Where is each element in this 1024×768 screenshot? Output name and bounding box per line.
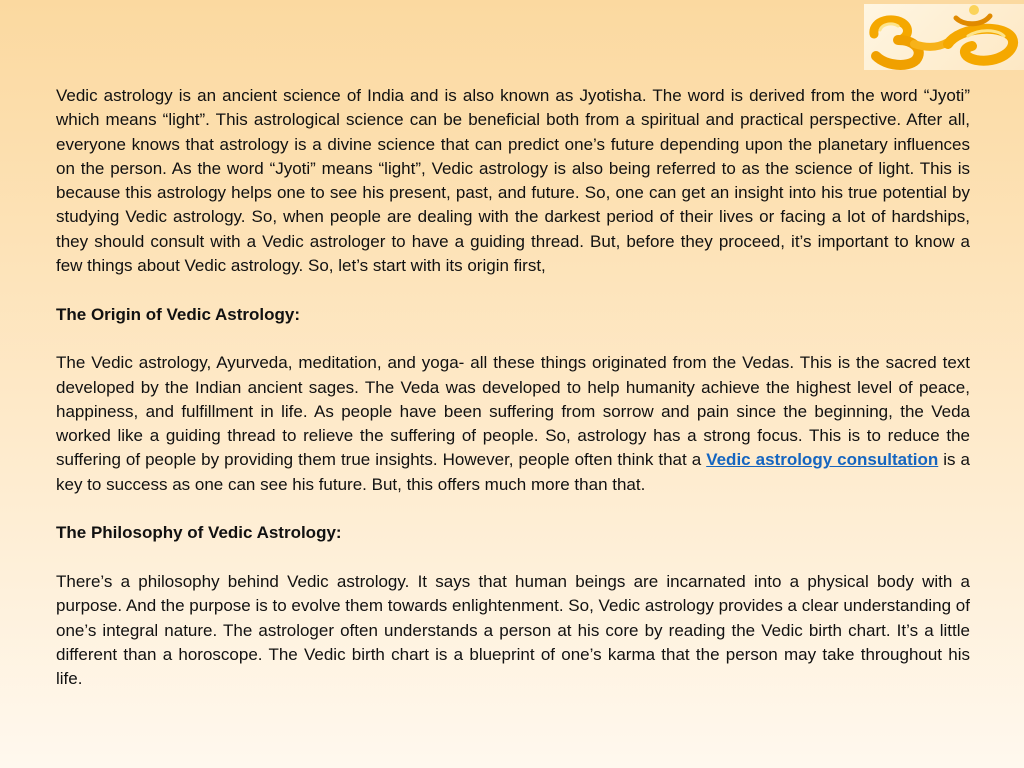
origin-paragraph xyxy=(56,351,970,497)
origin-text-after-link: is a key to success as one can see his future. But, this offers much more than that. xyxy=(56,450,970,494)
origin-text-before-link: The Vedic astrology, Ayurveda, meditation, and yoga- all these things originated from the Vedas. This is the sacred text developed by the Indian ancient sages. The Veda was developed to help humanity achieve the highest level of peace, happiness, and fulfillment in life. As people have been suffering from sorrow and pain since the beginning, the Veda worked like a guiding thread to relieve the suffering of people. So, astrology has a strong focus. This is to reduce the suffering of people by providing them true insights. However, people often think that a xyxy=(56,353,970,470)
paragraph-gap xyxy=(56,278,970,302)
philosophy-heading: The Philosophy of Vedic Astrology: xyxy=(56,523,342,543)
paragraph-gap xyxy=(56,327,970,351)
vedic-consultation-link[interactable]: Vedic astrology consultation xyxy=(706,450,939,470)
philosophy-paragraph: There’s a philosophy behind Vedic astrology. It says that human beings are incarnated into a physical body with a purpose. And the purpose is to evolve them towards enlightenment. So, Vedic astrology provides a clear understanding of one’s integral nature. The astrologer often understands a person at his core by reading the Vedic birth chart. It’s a little different than a horoscope. The Vedic birth chart is a blueprint of one’s karma that the person may take throughout his life. xyxy=(56,571,970,689)
om-logo xyxy=(864,4,1024,70)
origin-heading: The Origin of Vedic Astrology: xyxy=(56,304,301,324)
paragraph-gap xyxy=(56,546,970,570)
paragraph-gap xyxy=(56,497,970,521)
article-body xyxy=(56,84,970,691)
om-symbol-icon xyxy=(864,4,1024,70)
intro-paragraph: Vedic astrology is an ancient science of India and is also known as Jyotisha. The word is derived from the word “Jyoti” which means “light”. This astrological science can be beneficial both from a spiritual and practical perspective. After all, everyone knows that astrology is a divine science that can predict one’s future depending upon the planetary influences on the person. As the word “Jyoti” means “light”, Vedic astrology is also being referred to as the science of light. This is because this astrology helps one to see his present, past, and future. So, one can get an insight into his true potential by studying Vedic astrology. So, when people are dealing with the darkest period of their lives or facing a lot of hardships, they should consult with a Vedic astrologer to have a guiding thread. But, before they proceed, it’s important to know a few things about Vedic astrology. So, let’s start with its origin first, xyxy=(56,86,970,276)
